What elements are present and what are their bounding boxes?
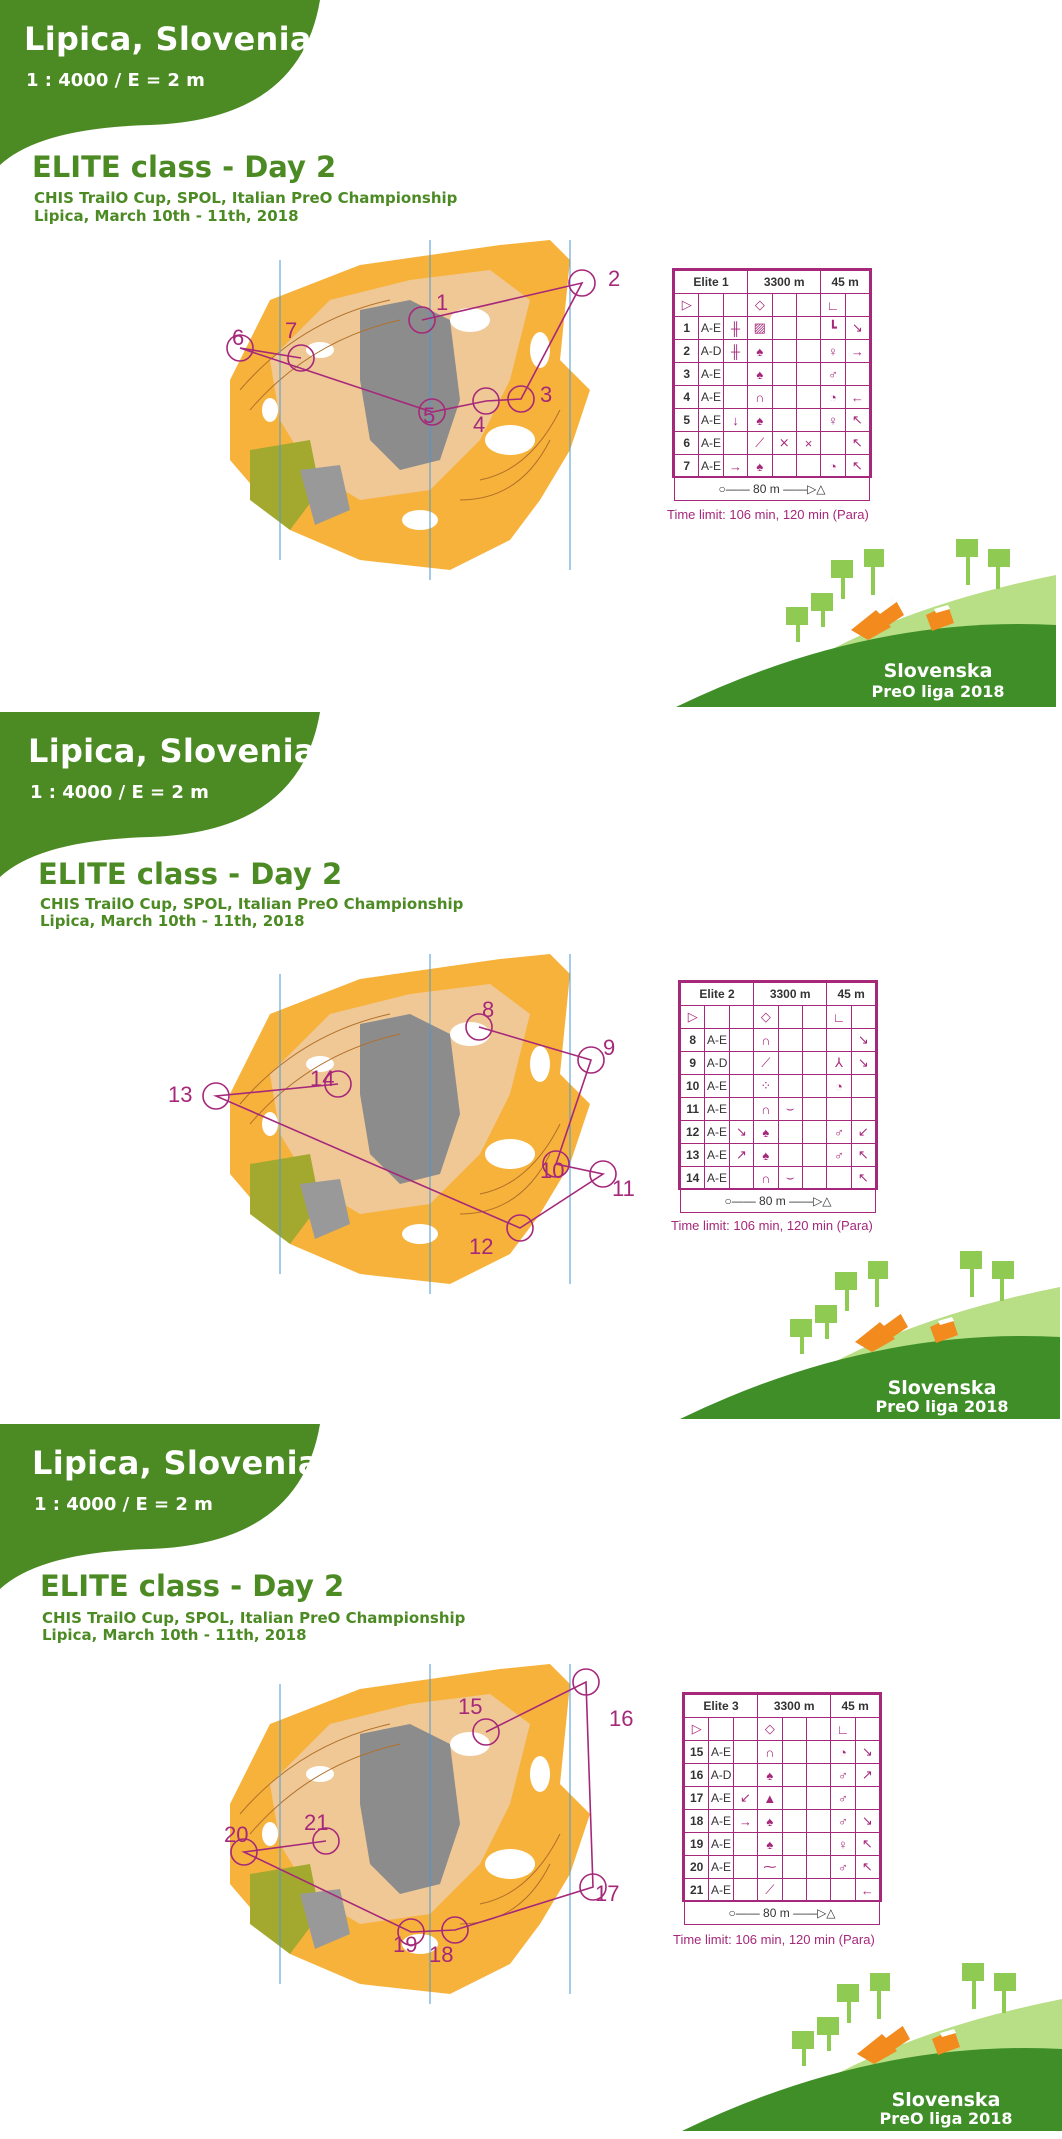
course-length: 3300 m [748,271,821,294]
venue-title: Lipica, Slovenia [28,732,316,770]
league-name: Slovenska [887,1377,997,1399]
cd-start-cell: ◇ [754,1006,778,1029]
column-d-symbol: ⁘ [754,1075,778,1098]
column-c-symbol [733,1856,757,1879]
cd-start-row [675,294,870,317]
column-c-symbol: → [723,455,747,478]
column-g-symbol: ◔ [831,1741,855,1764]
control-number-label: 6 [232,325,245,350]
cd-start-cell [729,1006,753,1029]
column-h-symbol: ↘ [851,1052,875,1075]
column-h-symbol: ↖ [851,1144,875,1167]
control-number-label: 1 [436,290,449,315]
column-f-symbol [806,1787,830,1810]
column-e-symbol [772,455,796,478]
column-c-symbol [733,1879,757,1902]
cd-start-cell [802,1006,826,1029]
control-number-label: 19 [393,1932,418,1957]
time-limit: Time limit: 106 min, 120 min (Para) [671,1218,873,1233]
column-c-symbol: ↓ [723,409,747,432]
control-number: 15 [685,1741,709,1764]
column-e-symbol [782,1810,806,1833]
event-subtitle: CHIS TrailO Cup, SPOL, Italian PreO Championship [42,1609,466,1627]
column-h-symbol: ← [855,1879,879,1902]
control-number: 4 [675,386,699,409]
cd-control-row [675,340,870,363]
column-d-symbol: ♠ [758,1810,782,1833]
column-h-symbol: ↘ [855,1741,879,1764]
control-number-label: 12 [469,1234,494,1259]
finish-distance: ○—— 80 m ——▷△ [675,478,870,501]
cd-control-row [681,1121,876,1144]
column-h-symbol: ← [845,386,869,409]
course-climb: 45 m [831,1695,880,1718]
column-c-symbol [733,1764,757,1787]
column-f-symbol [802,1098,826,1121]
course-name: Elite 2 [681,983,754,1006]
orienteering-map [210,240,680,580]
column-d-symbol: ♠ [758,1764,782,1787]
column-h-symbol: ↖ [845,409,869,432]
answer-range: A-E [699,317,723,340]
column-g-symbol [831,1879,855,1902]
column-h-symbol: ↘ [845,317,869,340]
column-d-symbol: ∩ [758,1741,782,1764]
column-d-symbol: ∩ [754,1029,778,1052]
column-g-symbol: ♀ [821,340,845,363]
finish-distance: ○—— 80 m ——▷△ [685,1902,880,1925]
control-number-label: 3 [540,382,553,407]
event-title: ELITE class - Day 2 [38,857,343,891]
column-f-symbol [806,1764,830,1787]
answer-range: A-E [709,1741,733,1764]
event-dates: Lipica, March 10th - 11th, 2018 [42,1626,307,1644]
column-d-symbol: ▲ [758,1787,782,1810]
control-number-label: 20 [224,1822,249,1847]
control-number-label: 13 [168,1082,193,1107]
column-c-symbol [723,432,747,455]
cd-start-cell [851,1006,875,1029]
course-climb: 45 m [827,983,876,1006]
column-d-symbol: ⟋ [748,432,772,455]
cd-start-cell [772,294,796,317]
column-g-symbol [827,1167,851,1190]
control-description-table [672,268,872,496]
column-f-symbol [806,1810,830,1833]
event-subtitle: CHIS TrailO Cup, SPOL, Italian PreO Championship [40,895,464,913]
column-f-symbol [796,363,820,386]
control-number: 13 [681,1144,705,1167]
column-h-symbol: ↘ [851,1029,875,1052]
column-c-symbol [729,1167,753,1190]
answer-range: A-E [705,1075,729,1098]
column-g-symbol: ┗ [821,317,845,340]
control-number-label: 11 [612,1176,635,1201]
cd-finish-row [675,478,870,501]
column-h-symbol: ↖ [855,1833,879,1856]
column-d-symbol: ♠ [748,363,772,386]
cd-header-row [681,983,876,1006]
cd-start-cell [855,1718,879,1741]
cd-start-cell [778,1006,802,1029]
cd-control-row [685,1879,880,1902]
column-h-symbol [855,1787,879,1810]
control-description-table [678,980,878,1208]
course-panel-3 [0,1424,1060,2134]
cd-control-row [675,455,870,478]
column-e-symbol [782,1787,806,1810]
answer-range: A-E [705,1121,729,1144]
answer-range: A-E [709,1856,733,1879]
answer-range: A-D [705,1052,729,1075]
column-f-symbol [796,386,820,409]
column-e-symbol [782,1764,806,1787]
control-number: 16 [685,1764,709,1787]
column-d-symbol: ▨ [748,317,772,340]
cd-control-row [675,363,870,386]
cd-control-row [685,1741,880,1764]
cd-control-row [681,1052,876,1075]
column-g-symbol: ♀ [821,409,845,432]
column-d-symbol: ♠ [748,409,772,432]
answer-range: A-E [709,1787,733,1810]
cd-start-cell [699,294,723,317]
column-f-symbol: × [796,432,820,455]
column-h-symbol: ↘ [855,1810,879,1833]
map-scale: 1 : 4000 / E = 2 m [26,70,205,91]
answer-range: A-E [709,1879,733,1902]
column-c-symbol [729,1075,753,1098]
course-length: 3300 m [754,983,827,1006]
column-d-symbol: ♠ [754,1121,778,1144]
cd-control-row [675,386,870,409]
cd-control-row [681,1029,876,1052]
cd-start-cell [796,294,820,317]
cd-control-row [675,409,870,432]
column-e-symbol [772,317,796,340]
column-g-symbol: ◔ [821,386,845,409]
column-d-symbol: ♠ [748,340,772,363]
league-year: PreO liga 2018 [879,2109,1013,2128]
column-f-symbol [802,1144,826,1167]
cd-start-cell [723,294,747,317]
column-c-symbol [723,386,747,409]
event-dates: Lipica, March 10th - 11th, 2018 [40,912,305,930]
event-dates: Lipica, March 10th - 11th, 2018 [34,207,299,225]
cd-start-cell: ▷ [685,1718,709,1741]
cd-control-row [681,1075,876,1098]
column-c-symbol [723,363,747,386]
league-year: PreO liga 2018 [871,682,1005,701]
column-f-symbol [806,1879,830,1902]
venue-title: Lipica, Slovenia [32,1444,320,1482]
control-number: 18 [685,1810,709,1833]
orienteering-map [168,954,680,1294]
time-limit: Time limit: 106 min, 120 min (Para) [673,1932,875,1947]
column-e-symbol [772,340,796,363]
control-number-label: 15 [458,1694,483,1719]
answer-range: A-D [709,1764,733,1787]
column-d-symbol: ♠ [758,1833,782,1856]
control-number: 9 [681,1052,705,1075]
column-e-symbol [772,363,796,386]
column-f-symbol [806,1856,830,1879]
course-name: Elite 1 [675,271,748,294]
column-f-symbol [796,340,820,363]
orienteering-map [210,1664,680,2004]
column-h-symbol: → [845,340,869,363]
map-scale: 1 : 4000 / E = 2 m [30,782,209,803]
control-number-label: 4 [473,412,486,437]
column-f-symbol [802,1075,826,1098]
column-f-symbol [796,317,820,340]
column-f-symbol [796,409,820,432]
control-number-label: 8 [482,997,495,1022]
control-number-label: 16 [609,1706,634,1731]
control-number: 7 [675,455,699,478]
column-e-symbol [778,1075,802,1098]
answer-range: A-E [699,409,723,432]
column-e-symbol: ⌣ [778,1167,802,1190]
answer-range: A-E [699,455,723,478]
column-e-symbol [782,1856,806,1879]
cd-start-cell: ∟ [821,294,845,317]
event-title: ELITE class - Day 2 [40,1569,345,1603]
control-number-label: 10 [540,1158,565,1183]
cd-control-row [675,317,870,340]
column-e-symbol [782,1879,806,1902]
column-f-symbol [796,455,820,478]
control-number: 8 [681,1029,705,1052]
column-d-symbol: ♠ [748,455,772,478]
column-h-symbol: ↖ [845,432,869,455]
column-h-symbol [851,1098,875,1121]
control-number: 21 [685,1879,709,1902]
control-number: 10 [681,1075,705,1098]
control-number: 20 [685,1856,709,1879]
column-f-symbol [802,1121,826,1144]
course-name: Elite 3 [685,1695,758,1718]
column-e-symbol [772,386,796,409]
event-title: ELITE class - Day 2 [32,150,337,184]
answer-range: A-E [705,1167,729,1190]
column-d-symbol: ∩ [754,1167,778,1190]
cd-control-row [685,1810,880,1833]
column-g-symbol: ⅄ [827,1052,851,1075]
course-length: 3300 m [758,1695,831,1718]
venue-title: Lipica, Slovenia [24,20,312,58]
cd-header-row [675,271,870,294]
column-d-symbol: ♠ [754,1144,778,1167]
event-subtitle: CHIS TrailO Cup, SPOL, Italian PreO Championship [34,189,458,207]
column-d-symbol: ∩ [748,386,772,409]
cd-start-cell [806,1718,830,1741]
cd-start-cell [709,1718,733,1741]
time-limit: Time limit: 106 min, 120 min (Para) [667,507,869,522]
answer-range: A-E [699,363,723,386]
course-panel-2 [0,712,1060,1422]
column-f-symbol [802,1052,826,1075]
cd-start-cell: ∟ [827,1006,851,1029]
cd-start-cell: ▷ [675,294,699,317]
column-e-symbol: ⌣ [778,1098,802,1121]
map-scale: 1 : 4000 / E = 2 m [34,1494,213,1515]
column-c-symbol: → [733,1810,757,1833]
column-g-symbol [827,1029,851,1052]
control-number-label: 14 [310,1066,335,1091]
control-number: 19 [685,1833,709,1856]
control-number: 3 [675,363,699,386]
column-h-symbol: ↖ [855,1856,879,1879]
column-g-symbol: ♀ [831,1833,855,1856]
control-number: 11 [681,1098,705,1121]
course-panel-1 [0,0,1060,710]
cd-start-cell [733,1718,757,1741]
column-g-symbol: ♂ [831,1856,855,1879]
control-number: 12 [681,1121,705,1144]
column-d-symbol: ⟋ [758,1879,782,1902]
column-c-symbol: ↘ [729,1121,753,1144]
cd-control-row [685,1856,880,1879]
answer-range: A-E [705,1029,729,1052]
column-c-symbol: ╫ [723,340,747,363]
column-e-symbol [778,1144,802,1167]
column-h-symbol: ↙ [851,1121,875,1144]
control-number: 17 [685,1787,709,1810]
cd-control-row [681,1098,876,1121]
league-name: Slovenska [883,660,993,682]
column-e-symbol: ⨯ [772,432,796,455]
control-number: 6 [675,432,699,455]
finish-distance: ○—— 80 m ——▷△ [681,1190,876,1213]
league-year: PreO liga 2018 [875,1397,1009,1416]
column-c-symbol: ↙ [733,1787,757,1810]
column-e-symbol [782,1741,806,1764]
cd-start-cell [845,294,869,317]
column-c-symbol: ↗ [729,1144,753,1167]
cd-header-row [685,1695,880,1718]
column-e-symbol [778,1029,802,1052]
column-g-symbol: ♂ [827,1121,851,1144]
column-g-symbol [821,432,845,455]
league-name: Slovenska [891,2089,1001,2111]
answer-range: A-E [705,1144,729,1167]
control-number-label: 21 [304,1810,329,1835]
control-number: 2 [675,340,699,363]
column-d-symbol: ⟋ [754,1052,778,1075]
column-g-symbol: ♂ [827,1144,851,1167]
cd-start-cell [705,1006,729,1029]
course-climb: 45 m [821,271,870,294]
column-h-symbol: ↖ [851,1167,875,1190]
column-d-symbol: ⁓ [758,1856,782,1879]
column-e-symbol [782,1833,806,1856]
column-h-symbol: ↖ [845,455,869,478]
column-c-symbol [733,1741,757,1764]
column-g-symbol: ♂ [821,363,845,386]
control-number-label: 2 [608,266,621,291]
column-h-symbol [845,363,869,386]
answer-range: A-E [709,1810,733,1833]
column-c-symbol [729,1029,753,1052]
cd-start-row [685,1718,880,1741]
column-h-symbol: ↗ [855,1764,879,1787]
column-c-symbol [733,1833,757,1856]
column-c-symbol [729,1098,753,1121]
control-number-label: 17 [595,1881,620,1906]
cd-control-row [685,1787,880,1810]
cd-control-row [681,1167,876,1190]
cd-start-cell: ◇ [748,294,772,317]
cd-control-row [685,1833,880,1856]
control-number-label: 5 [423,403,436,428]
cd-control-row [685,1764,880,1787]
column-g-symbol: ◔ [827,1075,851,1098]
column-f-symbol [806,1833,830,1856]
cd-start-cell: ◇ [758,1718,782,1741]
column-e-symbol [778,1052,802,1075]
column-g-symbol: ♂ [831,1764,855,1787]
cd-finish-row [685,1902,880,1925]
answer-range: A-D [699,340,723,363]
control-number: 1 [675,317,699,340]
answer-range: A-E [699,432,723,455]
answer-range: A-E [705,1098,729,1121]
cd-start-cell: ∟ [831,1718,855,1741]
column-e-symbol [772,409,796,432]
cd-start-cell [782,1718,806,1741]
cd-start-cell: ▷ [681,1006,705,1029]
cd-start-row [681,1006,876,1029]
control-description-table [682,1692,882,1920]
column-f-symbol [802,1029,826,1052]
control-number: 5 [675,409,699,432]
column-g-symbol [827,1098,851,1121]
column-g-symbol: ♂ [831,1810,855,1833]
cd-finish-row [681,1190,876,1213]
column-h-symbol [851,1075,875,1098]
column-c-symbol [729,1052,753,1075]
cd-control-row [681,1144,876,1167]
cd-control-row [675,432,870,455]
column-d-symbol: ∩ [754,1098,778,1121]
control-number-label: 7 [285,318,298,343]
column-e-symbol [778,1121,802,1144]
control-number-label: 18 [429,1942,454,1967]
control-number: 14 [681,1167,705,1190]
answer-range: A-E [699,386,723,409]
column-c-symbol: ╫ [723,317,747,340]
column-g-symbol: ♂ [831,1787,855,1810]
column-f-symbol [806,1741,830,1764]
control-number-label: 9 [603,1035,616,1060]
column-g-symbol: ◔ [821,455,845,478]
column-f-symbol [802,1167,826,1190]
answer-range: A-E [709,1833,733,1856]
